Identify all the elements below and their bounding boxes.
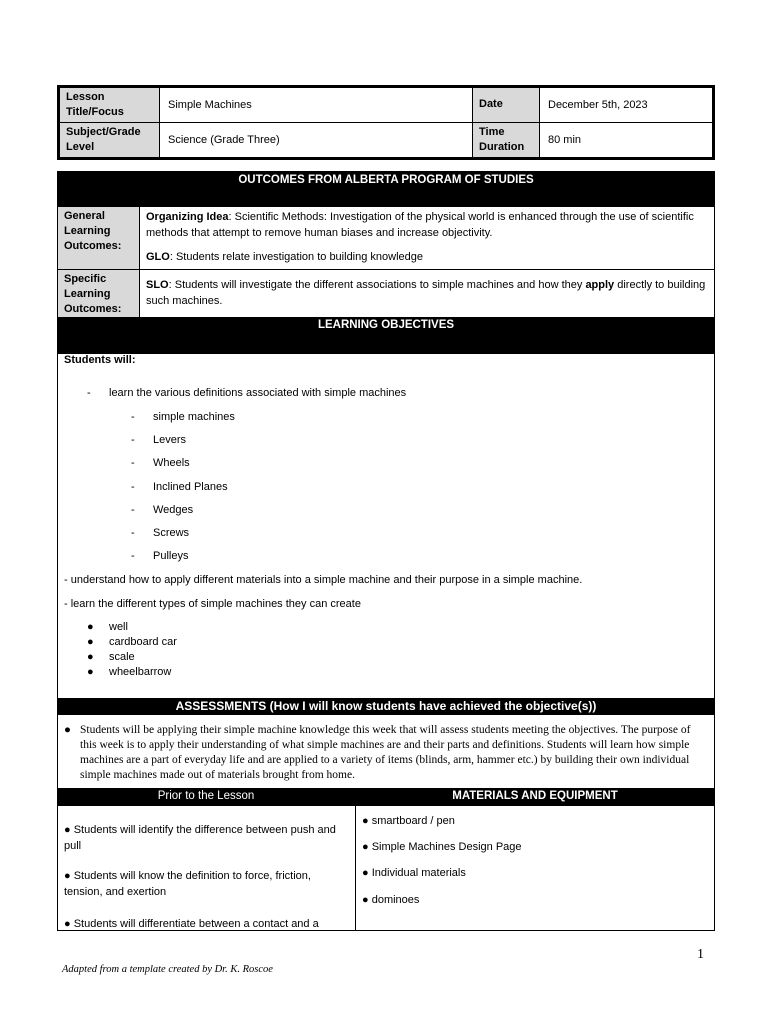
sub-item-text: Pulleys [153, 550, 189, 562]
page-number: 1 [697, 947, 704, 962]
general-outcomes-label: General Learning Outcomes: [58, 207, 140, 269]
materials-column [356, 806, 714, 930]
machine-item-text: scale [109, 651, 135, 663]
glo [146, 249, 708, 265]
machine-item: ● well [87, 621, 128, 633]
machine-item: ● wheelbarrow [87, 666, 172, 678]
time-duration-value: 80 min [548, 133, 582, 146]
assessments-heading: ASSESSMENTS (How I will know students have achieved the objective(s)) [57, 698, 715, 714]
material-item-text: dominoes [371, 894, 420, 906]
machine-item: ● cardboard car [87, 636, 177, 648]
subject-grade-value: Science (Grade Three) [160, 123, 473, 158]
machine-item-text: well [109, 621, 128, 633]
sub-item-text: Screws [153, 527, 190, 539]
sub-item-text: Inclined Planes [153, 481, 228, 493]
sub-item-text: Wheels [153, 457, 190, 469]
outcomes-heading: OUTCOMES FROM ALBERTA PROGRAM OF STUDIES [57, 171, 715, 207]
glo-text: : Students relate investigation to building knowledge [169, 251, 424, 263]
sub-item: - Wheels [131, 457, 190, 469]
prior-item-text: Students will identify the difference between push and pull [64, 824, 336, 852]
prior-item: ● Students will differentiate between a contact and a [64, 918, 319, 930]
sub-item: - Pulleys [131, 550, 189, 562]
slo [140, 270, 714, 319]
objectives-intro: Students will: [64, 354, 136, 366]
specific-outcomes-label: Specific Learning Outcomes: [58, 270, 140, 319]
assessments-text: Students will be applying their simple machine knowledge this week that will assess students meeting the objectives. The purpose of this week is to apply their understanding of what simple machines are and their parts and definitions. Students will learn how simple machines are a part of everyday life and are applied to a variety of items (blinds, arm, hammer etc.) by building their own individual simple machines made out of materials brought from home. [80, 724, 691, 781]
material-item: ● smartboard / pen [362, 815, 455, 827]
objective-item-1-text: learn the various definitions associated with simple machines [109, 387, 407, 399]
specific-outcomes-row [57, 269, 715, 318]
slo-text-2: directly to building such machines. [146, 279, 706, 307]
general-outcomes-row [57, 206, 715, 270]
date-label: Date [473, 88, 540, 123]
sub-item: - Inclined Planes [131, 481, 228, 493]
bullet-icon: ● [64, 724, 71, 736]
material-item: ● Individual materials [362, 867, 466, 879]
prior-item: ● Students will know the definition to force, friction, tension, and exertion [64, 870, 311, 898]
date-value: December 5th, 2023 [540, 88, 712, 123]
sub-item-text: Levers [153, 434, 187, 446]
slo-text-1: : Students will investigate the different associations to simple machines and how they [168, 279, 586, 291]
assessments-body [57, 714, 715, 788]
learning-objectives-body [57, 353, 715, 698]
lesson-title-value: Simple Machines [160, 88, 473, 123]
sub-item: - Wedges [131, 504, 194, 516]
sub-item: - simple machines [131, 411, 235, 423]
glo-label: GLO [146, 251, 170, 263]
prior-heading: Prior to the Lesson [157, 790, 255, 802]
objective-item-1: - learn the various definitions associated with simple machines [87, 387, 407, 399]
subject-grade-label: Subject/Grade Level [60, 123, 160, 158]
sub-item: - Screws [131, 527, 190, 539]
sub-item-text: simple machines [153, 411, 235, 423]
prior-item-text: Students will know the definition to force, friction, tension, and exertion [64, 870, 311, 898]
time-duration-label: Time Duration [473, 123, 540, 158]
material-item-text: Simple Machines Design Page [371, 841, 522, 853]
machine-item-text: wheelbarrow [109, 666, 172, 678]
objective-item-2: - understand how to apply different materials into a simple machine and their purpose in a simple machine. [64, 574, 583, 586]
materials-heading: MATERIALS AND EQUIPMENT [452, 790, 618, 802]
prior-materials-heading [57, 788, 715, 805]
general-outcomes-text [140, 207, 714, 269]
machine-item-text: cardboard car [109, 636, 177, 648]
material-item-text: smartboard / pen [371, 815, 455, 827]
lesson-title-label: Lesson Title/Focus [60, 88, 160, 123]
learning-objectives-heading: LEARNING OBJECTIVES [57, 317, 715, 354]
organizing-idea [146, 209, 708, 241]
prior-materials-table [57, 805, 715, 931]
prior-column [58, 806, 356, 930]
footer-credit: Adapted from a template created by Dr. K. Roscoe [62, 964, 273, 975]
lesson-header-table [57, 85, 715, 160]
prior-item-text: Students will differentiate between a contact and a [73, 918, 319, 930]
objective-item-3: - learn the different types of simple machines they can create [64, 598, 361, 610]
slo-bold: apply [585, 279, 615, 291]
slo-label: SLO [146, 279, 169, 291]
material-item-text: Individual materials [371, 867, 466, 879]
organizing-idea-text: : Scientific Methods: Investigation of the physical world is enhanced through the use of scientific methods that attempt to remove human biases and increase objectivity. [146, 211, 694, 239]
material-item: ● dominoes [362, 894, 420, 906]
sub-item-text: Wedges [153, 504, 194, 516]
organizing-idea-label: Organizing Idea [146, 211, 229, 223]
material-item: ● Simple Machines Design Page [362, 841, 522, 853]
sub-item: - Levers [131, 434, 187, 446]
machine-item: ● scale [87, 651, 135, 663]
prior-item: ● Students will identify the difference between push and pull [64, 824, 336, 852]
